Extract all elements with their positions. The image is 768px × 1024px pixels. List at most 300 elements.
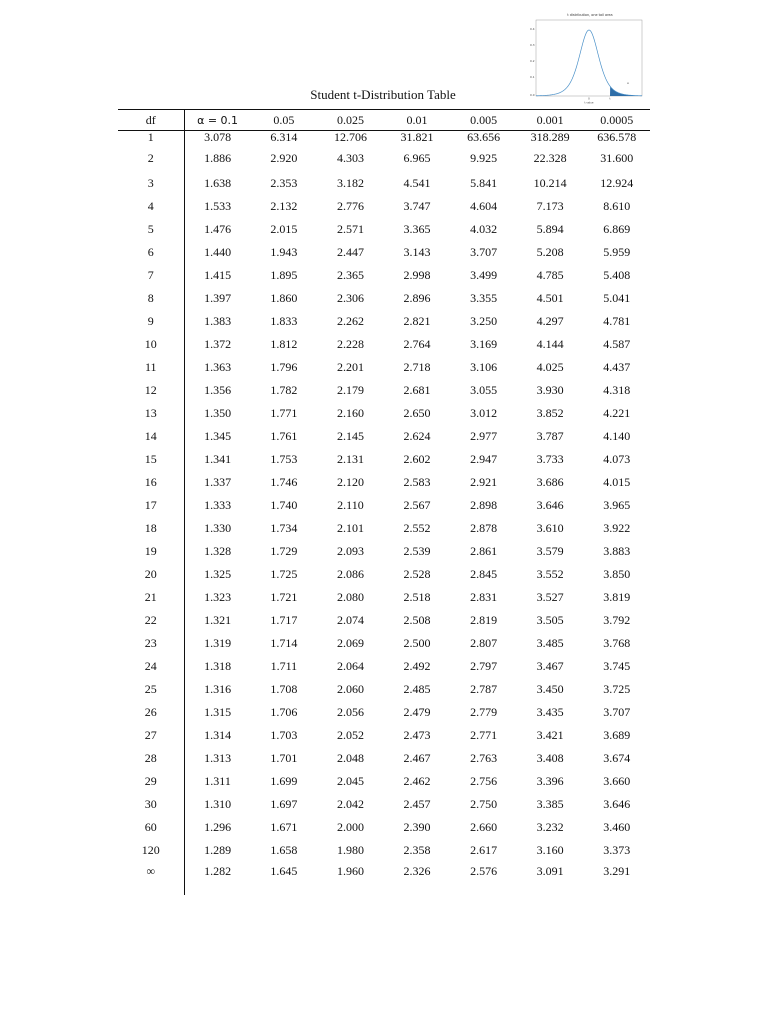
critical-value-cell: 1.345 (204, 429, 232, 444)
critical-value-cell: 6.314 (270, 130, 298, 144)
inset-y-tick: 0.3 (530, 43, 535, 47)
critical-value-cell: 2.947 (470, 452, 498, 467)
critical-value-cell: 3.733 (536, 452, 564, 467)
critical-value-cell: 1.706 (270, 704, 298, 719)
critical-value-cell: 1.645 (270, 864, 298, 879)
critical-value-cell: 1.328 (204, 543, 232, 558)
df-cell: 18 (118, 517, 184, 540)
critical-value-cell: 2.447 (336, 245, 364, 260)
df-cell: 24 (118, 654, 184, 677)
critical-value-cell: 3.450 (536, 681, 564, 696)
critical-value-cell: 1.717 (270, 612, 298, 627)
critical-value-cell: 2.797 (470, 658, 498, 673)
critical-value-cell: 1.316 (204, 681, 232, 696)
critical-value-cell: 3.768 (603, 635, 631, 650)
column-header-df: df (118, 110, 184, 131)
critical-value-cell: 2.262 (336, 314, 364, 329)
critical-value-cell: 2.977 (470, 429, 498, 444)
critical-value-cell: 4.140 (603, 429, 631, 444)
critical-value-cell: 3.646 (536, 498, 564, 513)
table-row (118, 448, 650, 471)
critical-value-cell: 4.073 (603, 452, 631, 467)
df-cell: 9 (118, 310, 184, 333)
critical-value-cell: 63.656 (467, 130, 501, 144)
inset-x-tick: 0 (588, 97, 590, 101)
critical-value-cell: 636.578 (597, 130, 637, 144)
critical-value-cell: 3.707 (470, 245, 498, 260)
critical-value-cell: 2.015 (270, 222, 298, 237)
critical-value-cell: 2.000 (336, 819, 364, 834)
critical-value-cell: 12.924 (600, 176, 634, 191)
table-row (118, 356, 650, 379)
critical-value-cell: 1.533 (204, 199, 232, 214)
df-cell: 4 (118, 195, 184, 218)
critical-value-cell: 1.721 (270, 589, 298, 604)
critical-value-cell: 2.500 (403, 635, 431, 650)
critical-value-cell: 3.143 (403, 245, 431, 260)
critical-value-cell: 3.686 (536, 475, 564, 490)
t-distribution-svg (528, 10, 650, 106)
critical-value-cell: 4.025 (536, 360, 564, 375)
critical-value-cell: 2.110 (337, 498, 364, 513)
critical-value-cell: 3.930 (536, 383, 564, 398)
critical-value-cell: 2.160 (336, 406, 364, 421)
table-row (118, 746, 650, 769)
critical-value-cell: 2.787 (470, 681, 498, 696)
critical-value-cell: 2.650 (403, 406, 431, 421)
critical-value-cell: 2.528 (403, 566, 431, 581)
critical-value-cell: 2.457 (403, 796, 431, 811)
df-cell: 14 (118, 425, 184, 448)
critical-value-cell: 3.485 (536, 635, 564, 650)
critical-value-cell: 2.462 (403, 773, 431, 788)
t-density-curve (536, 30, 642, 96)
critical-value-cell: 3.373 (603, 842, 631, 857)
critical-value-cell: 1.415 (204, 268, 232, 283)
table-row (118, 131, 650, 144)
critical-value-cell: 1.282 (204, 864, 232, 879)
critical-value-cell: 2.819 (470, 612, 498, 627)
df-cell: 15 (118, 448, 184, 471)
table-row (118, 608, 650, 631)
critical-value-cell: 1.746 (270, 475, 298, 490)
critical-value-cell: 1.753 (270, 452, 298, 467)
table-row (118, 195, 650, 218)
critical-value-cell: 3.965 (603, 498, 631, 513)
critical-value-cell: 2.896 (403, 291, 431, 306)
table-row (118, 815, 650, 838)
table-row (118, 264, 650, 287)
critical-value-cell: 4.587 (603, 337, 631, 352)
critical-value-cell: 2.776 (336, 199, 364, 214)
critical-value-cell: 3.819 (603, 589, 631, 604)
critical-value-cell: 1.796 (270, 360, 298, 375)
critical-value-cell: 3.396 (536, 773, 564, 788)
critical-value-cell: 5.208 (536, 245, 564, 260)
critical-value-cell: 2.845 (470, 566, 498, 581)
critical-value-cell: 3.610 (536, 521, 564, 536)
column-header-alpha: 0.005 (450, 110, 517, 131)
critical-value-cell: 2.821 (403, 314, 431, 329)
critical-value-cell: 1.658 (270, 842, 298, 857)
critical-value-cell: 3.922 (603, 521, 631, 536)
critical-value-cell: 2.358 (403, 842, 431, 857)
critical-value-cell: 3.747 (403, 199, 431, 214)
table-body (118, 131, 650, 896)
critical-value-cell: 3.435 (536, 704, 564, 719)
critical-value-cell: 1.337 (204, 475, 232, 490)
critical-value-cell: 3.421 (536, 727, 564, 742)
df-cell: 22 (118, 608, 184, 631)
critical-value-cell: 3.552 (536, 566, 564, 581)
critical-value-cell: 2.567 (403, 498, 431, 513)
table-row (118, 585, 650, 608)
critical-value-cell: 4.437 (603, 360, 631, 375)
table-row (118, 517, 650, 540)
df-cell: 30 (118, 792, 184, 815)
inset-title: t distribution, one tail area (567, 13, 613, 17)
critical-value-cell: 6.965 (403, 150, 431, 165)
table-row (118, 631, 650, 654)
critical-value-cell: 2.807 (470, 635, 498, 650)
critical-value-cell: 1.638 (204, 176, 232, 191)
inset-y-tick: 0.2 (530, 59, 535, 63)
table-row (118, 723, 650, 746)
critical-value-cell: 4.781 (603, 314, 631, 329)
critical-value-cell: 2.179 (336, 383, 364, 398)
critical-value-cell: 2.485 (403, 681, 431, 696)
critical-value-cell: 2.920 (270, 150, 298, 165)
critical-value-cell: 1.860 (270, 291, 298, 306)
critical-value-cell: 1.310 (204, 796, 232, 811)
df-cell: 19 (118, 540, 184, 563)
critical-value-cell: 1.397 (204, 291, 232, 306)
t-distribution-table (118, 109, 650, 895)
critical-value-cell: 3.883 (603, 543, 631, 558)
critical-value-cell: 4.032 (470, 222, 498, 237)
df-cell: 26 (118, 700, 184, 723)
critical-value-cell: 3.674 (603, 750, 631, 765)
critical-value-cell: 31.600 (600, 150, 634, 165)
critical-value-cell: 4.221 (603, 406, 631, 421)
column-header-alpha: 0.0005 (583, 110, 650, 131)
critical-value-cell: 3.505 (536, 612, 564, 627)
table-row (118, 333, 650, 356)
critical-value-cell: 1.960 (336, 864, 364, 879)
critical-value-cell: 3.365 (403, 222, 431, 237)
critical-value-cell: 1.372 (204, 337, 232, 352)
critical-value-cell: 2.718 (403, 360, 431, 375)
critical-value-cell: 3.160 (536, 842, 564, 857)
critical-value-cell: 1.440 (204, 245, 232, 260)
critical-value-cell: 3.467 (536, 658, 564, 673)
critical-value-cell: 2.467 (403, 750, 431, 765)
critical-value-cell: 1.943 (270, 245, 298, 260)
critical-value-cell: 2.508 (403, 612, 431, 627)
critical-value-cell: 1.711 (270, 658, 298, 673)
critical-value-cell: 6.869 (603, 222, 631, 237)
critical-value-cell: 5.894 (536, 222, 564, 237)
critical-value-cell: 1.699 (270, 773, 298, 788)
df-cell: 10 (118, 333, 184, 356)
critical-value-cell: 4.541 (403, 176, 431, 191)
critical-value-cell: 1.980 (336, 842, 364, 857)
critical-value-cell: 2.571 (336, 222, 364, 237)
critical-value-cell: 2.069 (336, 635, 364, 650)
critical-value-cell: 3.527 (536, 589, 564, 604)
critical-value-cell: 1.740 (270, 498, 298, 513)
table-row (118, 402, 650, 425)
critical-value-cell: 1.383 (204, 314, 232, 329)
table-row (118, 700, 650, 723)
critical-value-cell: 3.355 (470, 291, 498, 306)
critical-value-cell: 1.356 (204, 383, 232, 398)
critical-value-cell: 2.576 (470, 864, 498, 879)
df-cell: 12 (118, 379, 184, 402)
df-cell: 17 (118, 494, 184, 517)
critical-value-cell: 2.539 (403, 543, 431, 558)
critical-value-cell: 2.763 (470, 750, 498, 765)
critical-value-cell: 1.333 (204, 498, 232, 513)
table-row (118, 792, 650, 815)
critical-value-cell: 3.250 (470, 314, 498, 329)
critical-value-cell: 4.501 (536, 291, 564, 306)
critical-value-cell: 5.959 (603, 245, 631, 260)
inset-y-tick: 0.0 (530, 93, 535, 97)
critical-value-cell: 2.060 (336, 681, 364, 696)
critical-value-cell: 3.055 (470, 383, 498, 398)
critical-value-cell: 1.895 (270, 268, 298, 283)
critical-value-cell: 2.086 (336, 566, 364, 581)
table-row (118, 494, 650, 517)
critical-value-cell: 1.886 (204, 150, 232, 165)
critical-value-cell: 2.878 (470, 521, 498, 536)
critical-value-cell: 4.144 (536, 337, 564, 352)
critical-value-cell: 2.998 (403, 268, 431, 283)
critical-value-cell: 1.734 (270, 521, 298, 536)
df-cell: 2 (118, 143, 184, 172)
critical-value-cell: 2.064 (336, 658, 364, 673)
column-header-alpha: 0.01 (384, 110, 451, 131)
critical-value-cell: 4.303 (336, 150, 364, 165)
critical-value-cell: 2.042 (336, 796, 364, 811)
df-cell: 27 (118, 723, 184, 746)
critical-value-cell: 3.091 (536, 864, 564, 879)
df-cell: 28 (118, 746, 184, 769)
critical-value-cell: 5.408 (603, 268, 631, 283)
critical-value-cell: 2.306 (336, 291, 364, 306)
critical-value-cell: 2.045 (336, 773, 364, 788)
inset-alpha-label: α (627, 82, 629, 85)
critical-value-cell: 2.145 (336, 429, 364, 444)
critical-value-cell: 2.056 (336, 704, 364, 719)
critical-value-cell: 2.492 (403, 658, 431, 673)
critical-value-cell: 9.925 (470, 150, 498, 165)
table-row (118, 172, 650, 195)
critical-value-cell: 2.201 (336, 360, 364, 375)
df-cell: ∞ (118, 861, 184, 895)
critical-value-cell: 2.101 (336, 521, 364, 536)
critical-value-cell: 3.579 (536, 543, 564, 558)
t-distribution-inset-plot (528, 10, 650, 106)
inset-xlabel: t value (584, 101, 594, 105)
df-cell: 29 (118, 769, 184, 792)
critical-value-cell: 1.341 (204, 452, 232, 467)
table-row (118, 769, 650, 792)
critical-value-cell: 1.701 (270, 750, 298, 765)
critical-value-cell: 3.850 (603, 566, 631, 581)
critical-value-cell: 1.708 (270, 681, 298, 696)
critical-value-cell: 3.725 (603, 681, 631, 696)
critical-value-cell: 10.214 (533, 176, 567, 191)
table-row (118, 287, 650, 310)
critical-value-cell: 7.173 (536, 199, 564, 214)
critical-value-cell: 2.479 (403, 704, 431, 719)
critical-value-cell: 1.363 (204, 360, 232, 375)
critical-value-cell: 1.725 (270, 566, 298, 581)
table-row (118, 471, 650, 494)
critical-value-cell: 318.289 (530, 130, 570, 144)
critical-value-cell: 2.764 (403, 337, 431, 352)
critical-value-cell: 2.048 (336, 750, 364, 765)
critical-value-cell: 2.473 (403, 727, 431, 742)
critical-value-cell: 2.681 (403, 383, 431, 398)
df-cell: 11 (118, 356, 184, 379)
column-header-alpha: 0.025 (317, 110, 384, 131)
table-title: Student t-Distribution Table (310, 87, 456, 102)
table-row (118, 861, 650, 895)
critical-value-cell: 4.015 (603, 475, 631, 490)
df-cell: 8 (118, 287, 184, 310)
critical-value-cell: 2.624 (403, 429, 431, 444)
critical-value-cell: 1.703 (270, 727, 298, 742)
critical-value-cell: 1.729 (270, 543, 298, 558)
critical-value-cell: 2.228 (336, 337, 364, 352)
critical-value-cell: 1.321 (204, 612, 232, 627)
df-cell: 5 (118, 218, 184, 241)
critical-value-cell: 2.921 (470, 475, 498, 490)
critical-value-cell: 2.779 (470, 704, 498, 719)
critical-value-cell: 12.706 (333, 130, 367, 144)
critical-value-cell: 1.323 (204, 589, 232, 604)
critical-value-cell: 3.646 (603, 796, 631, 811)
critical-value-cell: 2.898 (470, 498, 498, 513)
table-row (118, 218, 650, 241)
df-cell: 25 (118, 677, 184, 700)
critical-value-cell: 2.660 (470, 819, 498, 834)
critical-value-cell: 2.365 (336, 268, 364, 283)
df-cell: 120 (118, 838, 184, 861)
critical-value-cell: 2.861 (470, 543, 498, 558)
critical-value-cell: 3.408 (536, 750, 564, 765)
critical-value-cell: 2.756 (470, 773, 498, 788)
critical-value-cell: 3.012 (470, 406, 498, 421)
df-cell: 23 (118, 631, 184, 654)
critical-value-cell: 3.460 (603, 819, 631, 834)
df-cell: 60 (118, 815, 184, 838)
critical-value-cell: 8.610 (603, 199, 631, 214)
critical-value-cell: 1.350 (204, 406, 232, 421)
critical-value-cell: 1.289 (204, 842, 232, 857)
critical-value-cell: 1.671 (270, 819, 298, 834)
critical-value-cell: 2.617 (470, 842, 498, 857)
critical-value-cell: 2.750 (470, 796, 498, 811)
critical-value-cell: 3.078 (204, 130, 232, 144)
critical-value-cell: 3.852 (536, 406, 564, 421)
critical-value-cell: 3.182 (336, 176, 364, 191)
table-row (118, 143, 650, 172)
critical-value-cell: 4.318 (603, 383, 631, 398)
critical-value-cell: 4.604 (470, 199, 498, 214)
critical-value-cell: 1.330 (204, 521, 232, 536)
critical-value-cell: 22.328 (533, 150, 567, 165)
critical-value-cell: 3.169 (470, 337, 498, 352)
critical-value-cell: 1.812 (270, 337, 298, 352)
df-cell: 1 (118, 131, 184, 144)
critical-value-cell: 1.771 (270, 406, 298, 421)
df-cell: 21 (118, 585, 184, 608)
critical-value-cell: 1.714 (270, 635, 298, 650)
critical-value-cell: 3.689 (603, 727, 631, 742)
table-row (118, 310, 650, 333)
critical-value-cell: 3.787 (536, 429, 564, 444)
critical-value-cell: 2.080 (336, 589, 364, 604)
critical-value-cell: 1.315 (204, 704, 232, 719)
critical-value-cell: 1.761 (270, 429, 298, 444)
table-row (118, 677, 650, 700)
critical-value-cell: 3.232 (536, 819, 564, 834)
column-header-alpha: 0.05 (251, 110, 318, 131)
critical-value-cell: 2.583 (403, 475, 431, 490)
critical-value-cell: 2.052 (336, 727, 364, 742)
critical-value-cell: 5.041 (603, 291, 631, 306)
critical-value-cell: 2.390 (403, 819, 431, 834)
inset-y-tick: 0.4 (530, 27, 535, 31)
df-cell: 13 (118, 402, 184, 425)
table-row (118, 241, 650, 264)
critical-value-cell: 2.326 (403, 864, 431, 879)
table-row (118, 838, 650, 861)
critical-value-cell: 3.385 (536, 796, 564, 811)
critical-value-cell: 2.353 (270, 176, 298, 191)
df-cell: 20 (118, 562, 184, 585)
critical-value-cell: 2.093 (336, 543, 364, 558)
critical-value-cell: 2.518 (403, 589, 431, 604)
table-row (118, 425, 650, 448)
table-row (118, 654, 650, 677)
critical-value-cell: 2.120 (336, 475, 364, 490)
inset-t-label: t (609, 97, 611, 101)
critical-value-cell: 2.074 (336, 612, 364, 627)
df-cell: 16 (118, 471, 184, 494)
critical-value-cell: 3.660 (603, 773, 631, 788)
critical-value-cell: 31.821 (400, 130, 434, 144)
critical-value-cell: 1.313 (204, 750, 232, 765)
critical-value-cell: 1.319 (204, 635, 232, 650)
critical-value-cell: 2.602 (403, 452, 431, 467)
df-cell: 7 (118, 264, 184, 287)
critical-value-cell: 1.311 (204, 773, 231, 788)
critical-value-cell: 1.325 (204, 566, 232, 581)
critical-value-cell: 2.831 (470, 589, 498, 604)
critical-value-cell: 3.745 (603, 658, 631, 673)
critical-value-cell: 1.318 (204, 658, 232, 673)
critical-value-cell: 3.106 (470, 360, 498, 375)
critical-value-cell: 3.291 (603, 864, 631, 879)
critical-value-cell: 3.499 (470, 268, 498, 283)
inset-y-tick: 0.1 (530, 75, 535, 79)
critical-value-cell: 5.841 (470, 176, 498, 191)
